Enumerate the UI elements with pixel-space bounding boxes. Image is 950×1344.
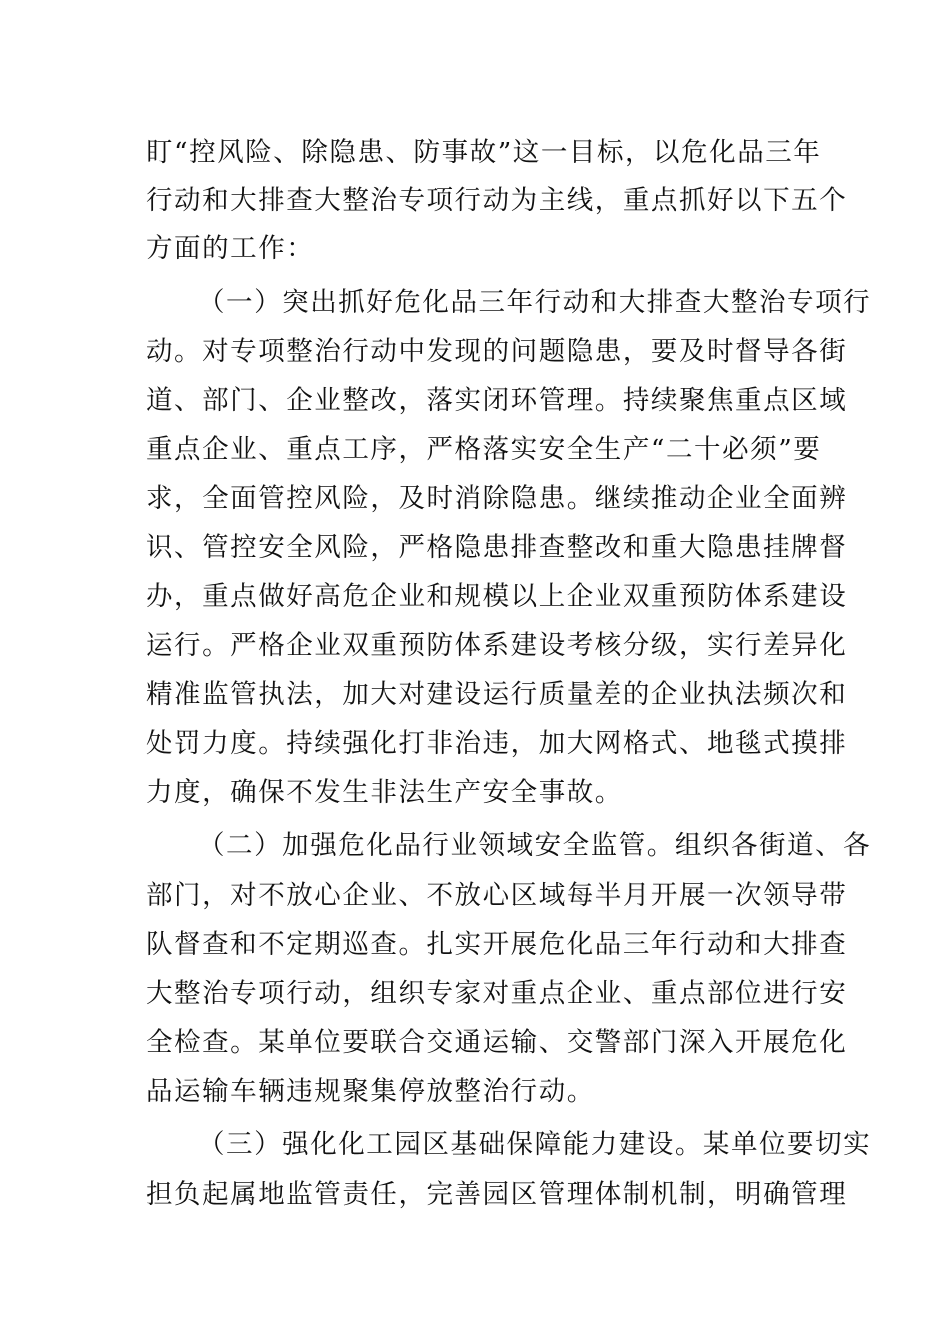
text-line: 部门，对不放心企业、不放心区域每半月开展一次领导带 bbox=[146, 880, 848, 911]
text-line: 重点企业、重点工序，严格落实安全生产“二十必须”要 bbox=[146, 434, 822, 465]
text-line: 运行。严格企业双重预防体系建设考核分级，实行差异化 bbox=[146, 630, 848, 661]
text-line: 识、管控安全风险，严格隐患排查整改和重大隐患挂牌督 bbox=[146, 532, 848, 563]
text-line: 精准监管执法，加大对建设运行质量差的企业执法频次和 bbox=[146, 679, 848, 710]
text-line: 办，重点做好高危企业和规模以上企业双重预防体系建设 bbox=[146, 581, 848, 612]
text-line: 方面的工作： bbox=[146, 233, 315, 264]
text-line: 盯“控风险、除隐患、防事故”这一目标，以危化品三年 bbox=[146, 137, 822, 168]
paragraph-start-line: （二）加强危化品行业领域安全监管。组织各街道、各 bbox=[198, 830, 872, 861]
paragraph-start-line: （三）强化化工园区基础保障能力建设。某单位要切实 bbox=[198, 1129, 872, 1160]
text-line: 担负起属地监管责任，完善园区管理体制机制，明确管理 bbox=[146, 1179, 848, 1210]
text-line: 品运输车辆违规聚集停放整治行动。 bbox=[146, 1076, 595, 1107]
text-line: 处罚力度。持续强化打非治违，加大网格式、地毯式摸排 bbox=[146, 728, 848, 759]
text-line: 行动和大排查大整治专项行动为主线，重点抓好以下五个 bbox=[146, 185, 848, 216]
text-line: 队督查和不定期巡查。扎实开展危化品三年行动和大排查 bbox=[146, 929, 848, 960]
text-line: 求，全面管控风险，及时消除隐患。继续推动企业全面辨 bbox=[146, 483, 848, 514]
text-line: 全检查。某单位要联合交通运输、交警部门深入开展危化 bbox=[146, 1027, 848, 1058]
text-line: 动。对专项整治行动中发现的问题隐患，要及时督导各街 bbox=[146, 336, 848, 367]
text-line: 道、部门、企业整改，落实闭环管理。持续聚焦重点区域 bbox=[146, 385, 848, 416]
paragraph-start-line: （一）突出抓好危化品三年行动和大排查大整治专项行 bbox=[198, 287, 872, 318]
text-line: 力度，确保不发生非法生产安全事故。 bbox=[146, 777, 623, 808]
text-line: 大整治专项行动，组织专家对重点企业、重点部位进行安 bbox=[146, 978, 848, 1009]
